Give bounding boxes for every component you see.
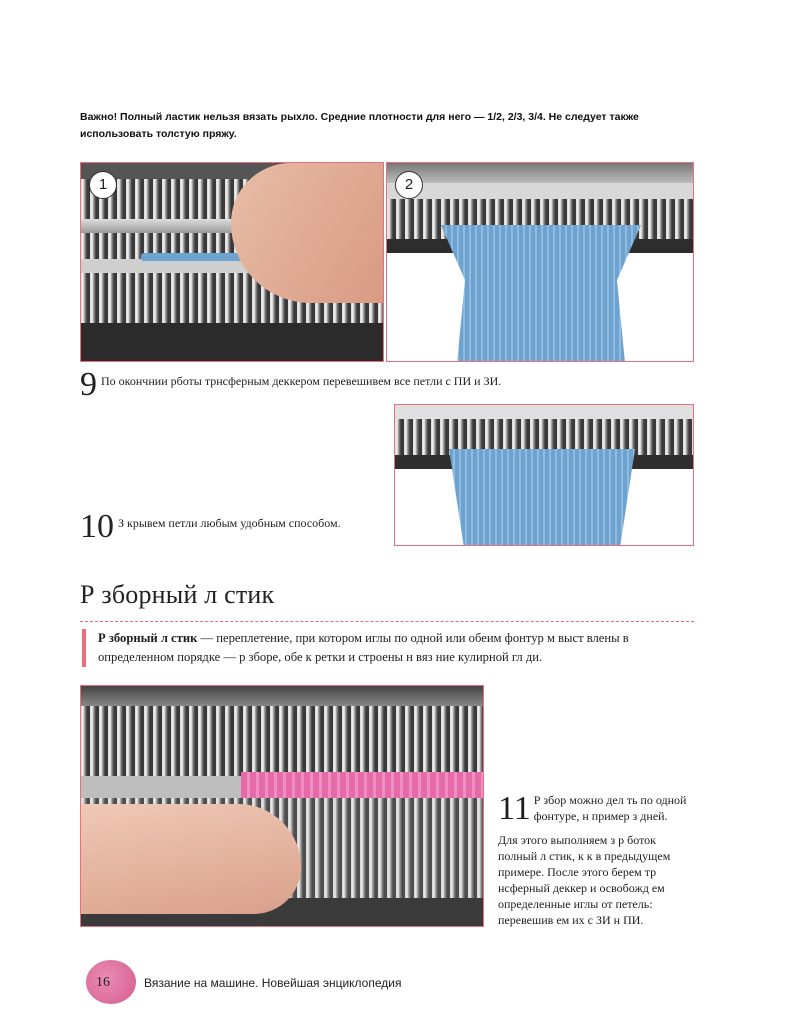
yarn-ball-icon [86,960,136,1004]
photo-step-11 [80,685,484,927]
step-number: 10 [80,508,114,545]
page-number: 16 [96,975,110,990]
step-11-para-1: Р збор можно дел ть по одной фонтуре, н пример з дней. [533,793,687,823]
pink-yarn [241,772,484,798]
photo-step-10 [394,404,694,546]
section-title: Р зборный л стик [80,580,275,609]
step-number: 9 [80,366,97,403]
step-11 [498,792,696,928]
step-number: 11 [498,790,531,827]
step-badge-1: 1 [89,171,117,199]
step-9 [80,366,700,403]
photo-step-1 [80,162,384,362]
knitted-fabric [441,225,641,362]
knitted-fabric-closed [449,449,635,546]
step-text: По окончнии рботы трнсферным деккером перевешивем все петли с ПИ и ЗИ. [101,374,502,388]
book-title: Вязание на машине. Новейшая энциклопедия [144,976,402,990]
step-badge-2: 2 [395,171,423,199]
definition-box [82,629,694,667]
definition-text: — переплетение, при котором иглы по одной или обеим фонтур м выст влены в определенном порядке — р зборе, обе к ретки и строены н вяз ние кулирной гл ди. [98,631,629,664]
step-10 [80,508,400,545]
hand-illustration [81,804,301,914]
important-note: Важно! Полный ластик нельзя вязать рыхло. Средние плотности для него — 1/2, 2/3, 3/4. Не следует также использовать толстую пряжу. [80,111,639,140]
section-divider [80,621,694,622]
photo-step-2 [386,162,694,362]
definition-term: Р зборный л стик [98,631,198,645]
step-11-para-2: Для этого выполняем з р боток полный л стик, к к в предыдущем примере. После этого берем тр нсферный деккер и освобожд ем определенные иглы от петель: перевешив ем их с ЗИ н ПИ. [498,833,671,927]
step-text: З крывем петли любым удобным способом. [118,516,341,530]
